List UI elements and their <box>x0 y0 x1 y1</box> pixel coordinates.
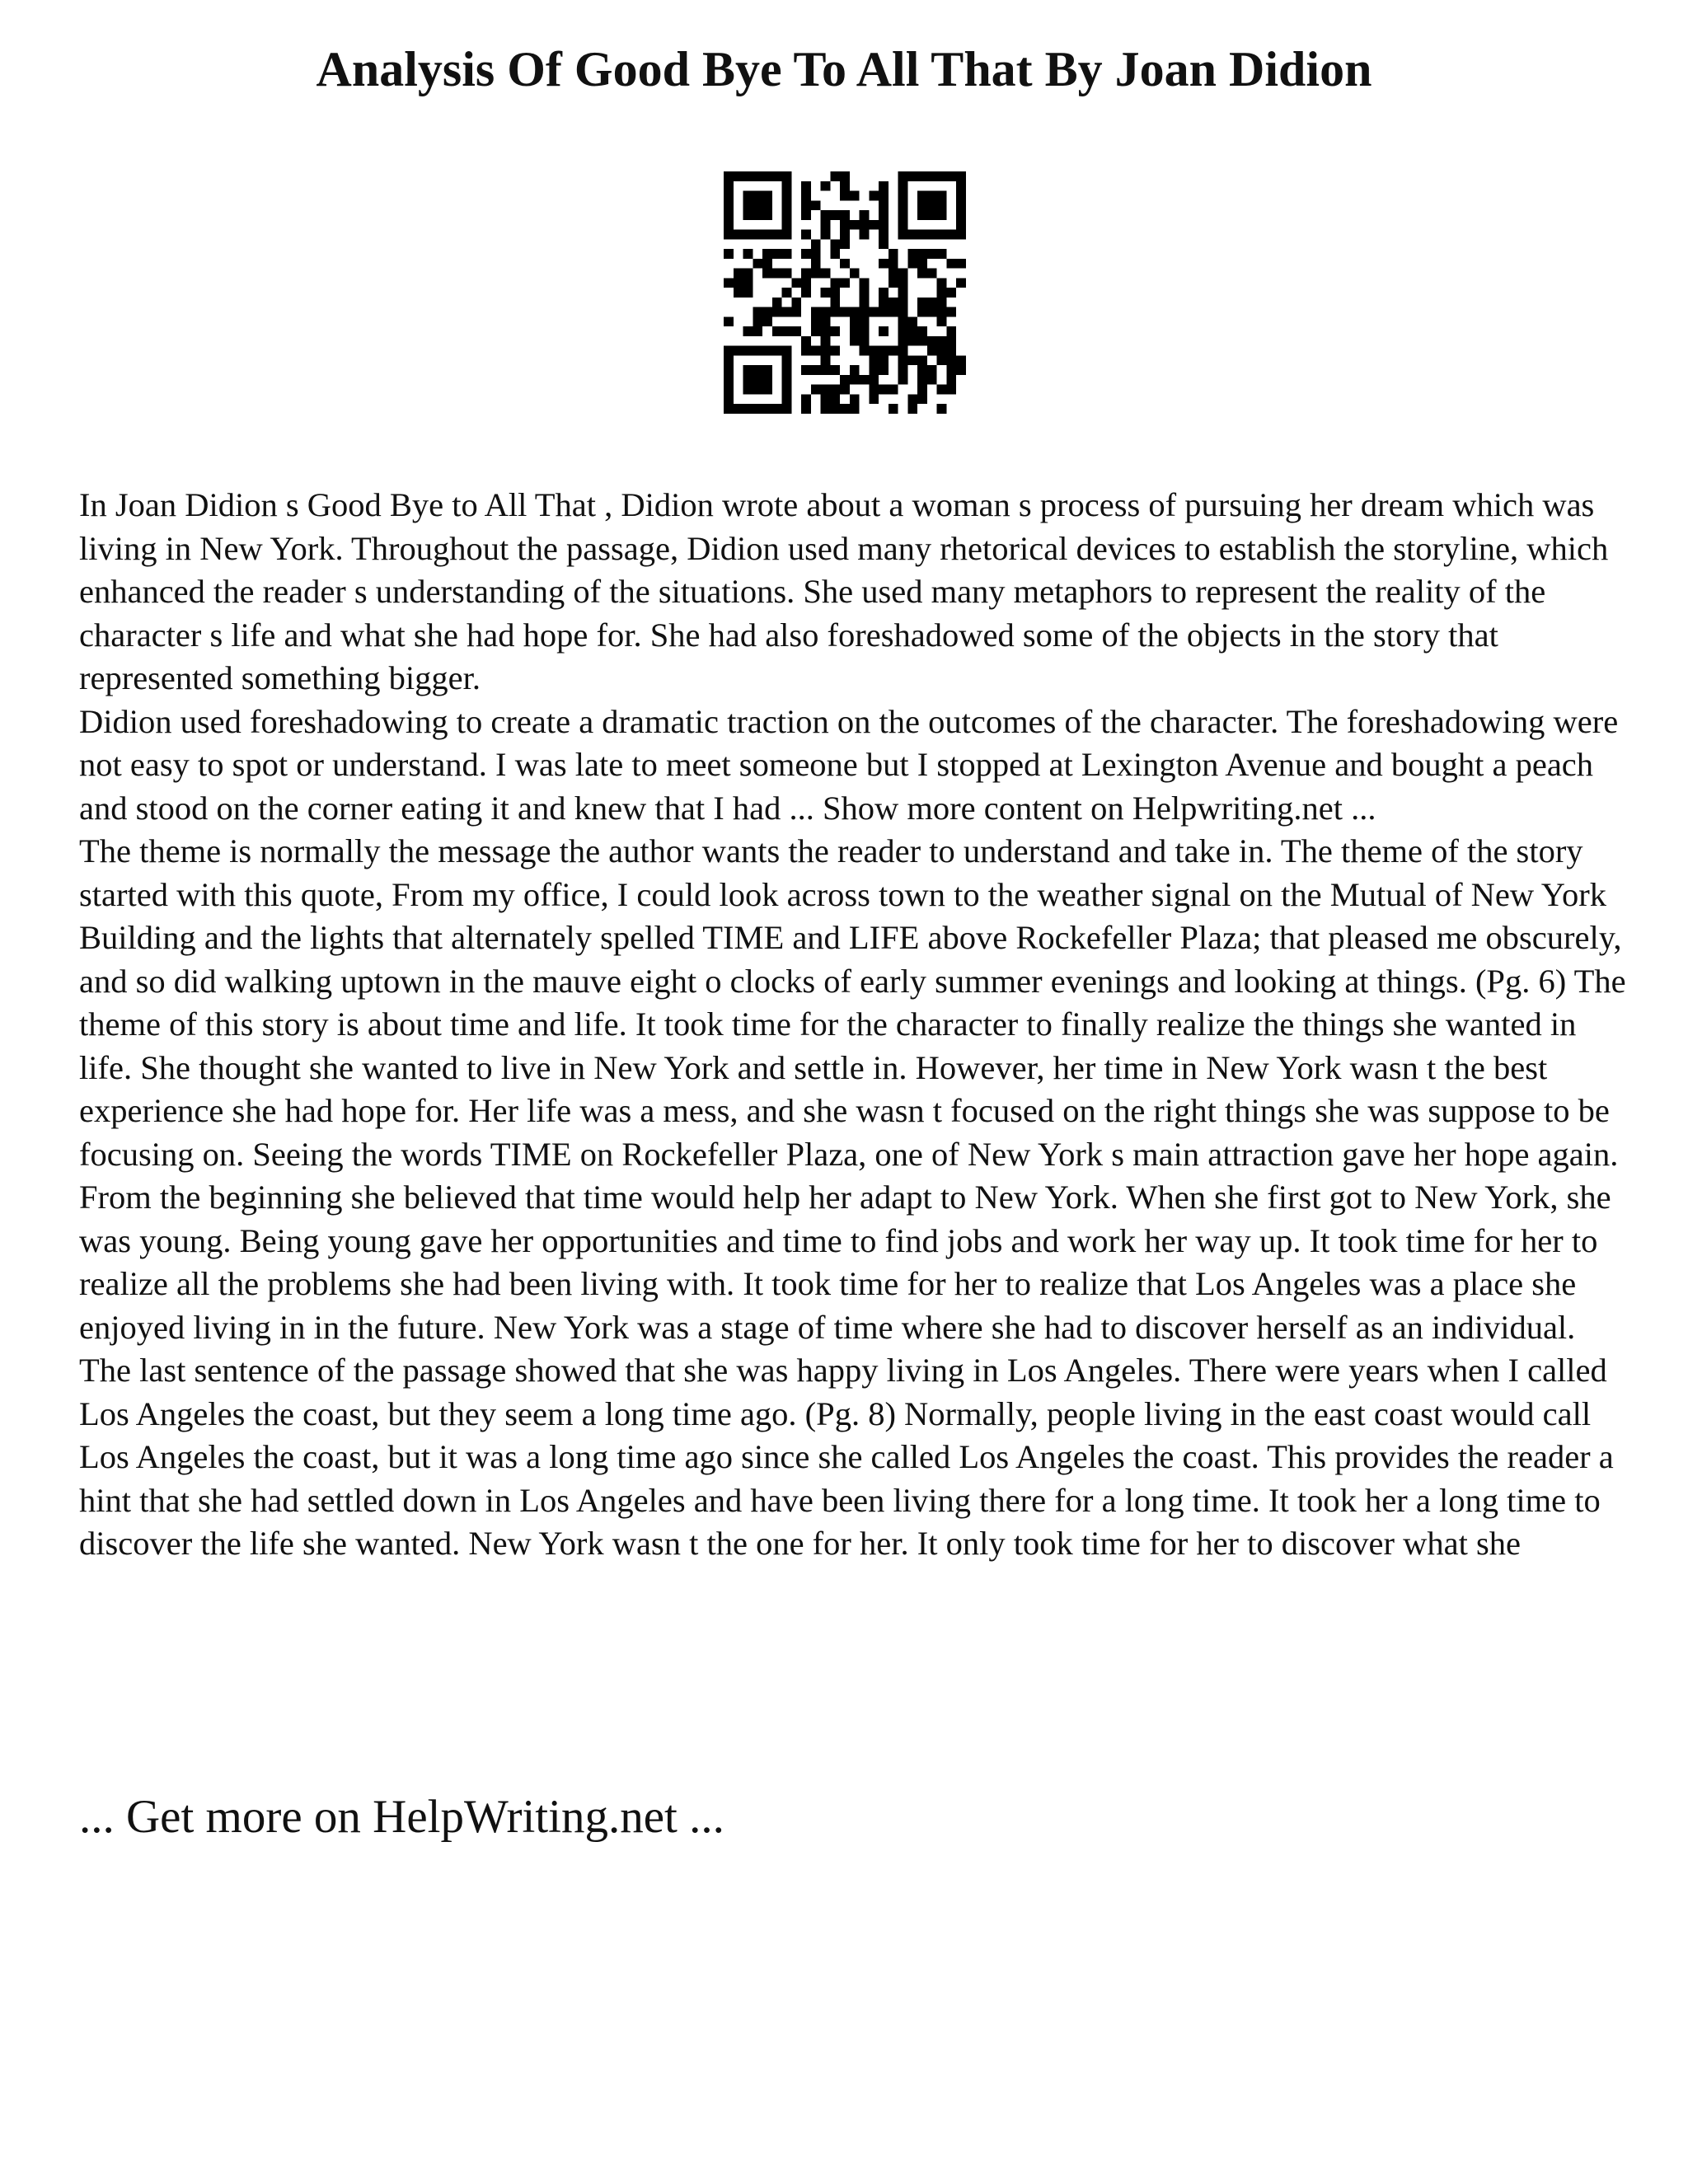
document-title: Analysis Of Good Bye To All That By Joan Didion <box>316 42 1372 96</box>
paragraph-foreshadowing: Didion used foreshadowing to create a dramatic traction on the outcomes of the character. The foreshadowing were not easy to spot or understand. I was late to meet someone but I stopped at Lexington Avenue and bought a peach and stood on the corner eating it and knew that I had ... Show more content on Helpwriting.net ... <box>79 702 1619 827</box>
qr-code-icon <box>724 171 966 414</box>
get-more-link[interactable]: ... Get more on HelpWriting.net ... <box>79 1791 724 1843</box>
paragraph-intro: In Joan Didion s Good Bye to All That , Didion wrote about a woman s process of pursuing her dream which was living in New York. Throughout the passage, Didion used many rhetorical devices to establish the storyline, which enhanced the reader s understanding of the situations. She used many metaphors to represent the reality of the character s life and what she had hope for. She had also foreshadowed some of the objects in the story that represented something bigger. <box>79 486 1609 696</box>
article-body <box>79 484 1629 1566</box>
paragraph-theme: The theme is normally the message the author wants the reader to understand and take in. The theme of the story started with this quote, From my office, I could look across town to the weather signal on the Mutual of New York Building and the lights that alternately spelled TIME and LIFE above Rockefeller Plaza; that pleased me obscurely, and so did walking uptown in the mauve eight o clocks of early summer evenings and looking at things. (Pg. 6) The theme of this story is about time and life. It took time for the character to finally realize the things she wanted in life. She thought she wanted to live in New York and settle in. However, her time in New York wasn t the best experience she had hope for. Her life was a mess, and she wasn t focused on the right things she was suppose to be focusing on. Seeing the words TIME on Rockefeller Plaza, one of New York s main attraction gave her hope again. From the beginning she believed that time would help her adapt to New York. When she first got to New York, she was young. Being young gave her opportunities and time to find jobs and work her way up. It took time for her to realize all the problems she had been living with. It took time for her to realize that Los Angeles was a place she enjoyed living in in the future. New York was a stage of time where she had to discover herself as an individual. The last sentence of the passage showed that she was happy living in Los Angeles. There were years when I called Los Angeles the coast, but they seem a long time ago. (Pg. 8) Normally, people living in the east coast would call Los Angeles the coast, but it was a long time ago since she called Los Angeles the coast. This provides the reader a hint that she had settled down in Los Angeles and have been living there for a long time. It took her a long time to discover the life she wanted. New York wasn t the one for her. It only took time for her to discover what she <box>79 832 1626 1562</box>
